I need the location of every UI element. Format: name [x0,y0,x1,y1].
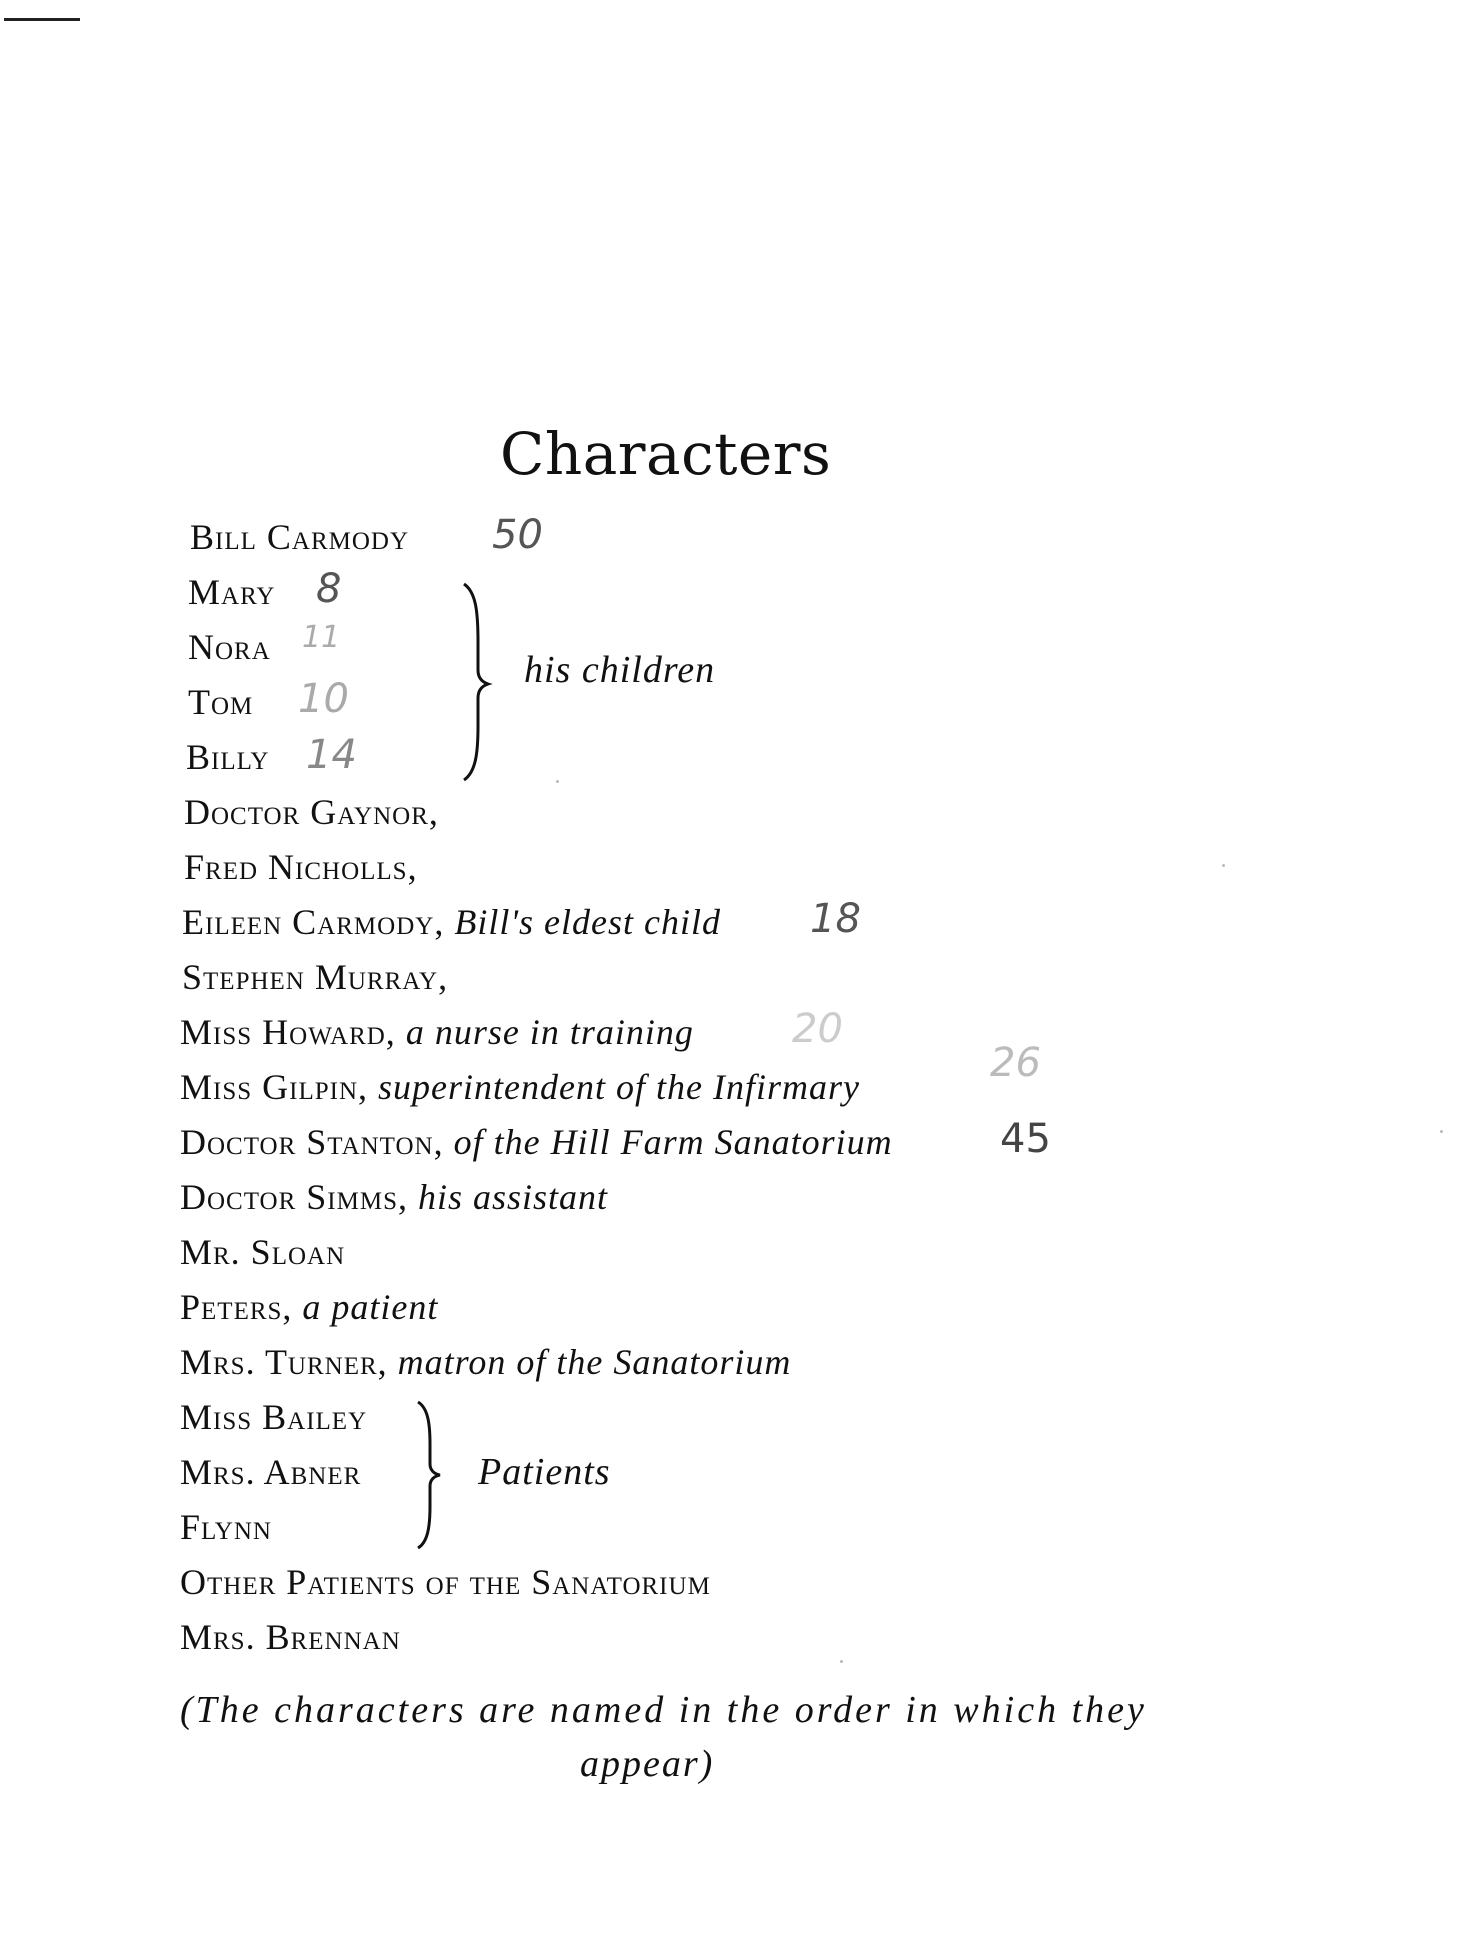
scan-speck [840,1660,843,1663]
patients-brace [412,1400,452,1550]
handwritten-age: 45 [1000,1116,1051,1162]
order-note-line-1: (The characters are named in the order in which they [180,1689,1147,1731]
character-name: Mary [188,572,276,612]
character-doctor-gaynor [184,791,439,833]
handwritten-age: 14 [306,732,357,778]
page-title: Characters [500,420,832,488]
character-name: Bill Carmody [190,517,410,557]
character-miss-bailey [180,1396,367,1438]
character-name: Flynn [180,1507,272,1547]
character-name: Fred Nicholls, [184,847,418,887]
scan-speck [1440,1130,1443,1133]
character-mr-sloan [180,1231,345,1273]
character-mrs-abner [180,1451,361,1493]
scan-speck [556,780,559,783]
character-doctor-simms [180,1176,608,1218]
character-billy [186,736,269,778]
character-name: Miss Howard, [180,1012,396,1052]
character-name: Tom [188,682,254,722]
character-mrs-turner [180,1341,791,1383]
corner-mark [4,18,80,21]
handwritten-age: 50 [492,512,543,558]
handwritten-age: 8 [316,566,342,612]
character-fred-nicholls [184,846,418,888]
character-name: Doctor Gaynor, [184,792,439,832]
character-mrs-brennan [180,1616,401,1658]
character-name: Doctor Stanton, [180,1122,444,1162]
character-name: Miss Gilpin, [180,1067,369,1107]
character-role: superintendent of the Infirmary [378,1067,860,1107]
character-name: Billy [186,737,270,777]
character-name: Peters, [180,1287,293,1327]
character-bill-carmody [190,516,409,558]
character-miss-gilpin [180,1066,860,1108]
character-mary [188,571,275,613]
character-eileen-carmody [182,901,721,943]
character-peters [180,1286,438,1328]
character-role: matron of the Sanatorium [397,1342,792,1382]
patients-label: Patients [478,1451,611,1493]
character-name: Doctor Simms, [180,1177,408,1217]
character-name: Mrs. Turner, [180,1342,388,1382]
character-miss-howard [180,1011,694,1053]
character-name: Stephen Murray, [182,957,449,997]
character-name: Eileen Carmody, [182,902,445,942]
handwritten-age: 11 [302,620,341,655]
character-role: a patient [302,1287,439,1327]
character-role: of the Hill Farm Sanatorium [453,1122,893,1162]
character-role: his assistant [417,1177,609,1217]
character-flynn [180,1506,272,1548]
children-label: his children [524,649,716,691]
character-name: Mrs. Brennan [180,1617,401,1657]
handwritten-age: 26 [990,1040,1041,1086]
character-doctor-stanton [180,1121,893,1163]
character-name: Mr. Sloan [180,1232,346,1272]
character-role: a nurse in training [405,1012,694,1052]
character-name: Miss Bailey [180,1397,368,1437]
order-note-line-2: appear) [580,1743,715,1785]
character-role: Bill's eldest child [454,902,721,942]
handwritten-age: 20 [792,1006,843,1052]
handwritten-age: 10 [298,676,349,722]
character-name: Mrs. Abner [180,1452,362,1492]
children-brace [458,582,498,782]
scan-speck [1222,864,1225,867]
character-stephen-murray [182,956,448,998]
character-name: Other Patients of the Sanatorium [180,1562,711,1602]
handwritten-age: 18 [810,896,861,942]
character-tom [188,681,253,723]
character-other-patients [180,1561,711,1603]
character-nora [188,626,271,668]
character-name: Nora [188,627,271,667]
